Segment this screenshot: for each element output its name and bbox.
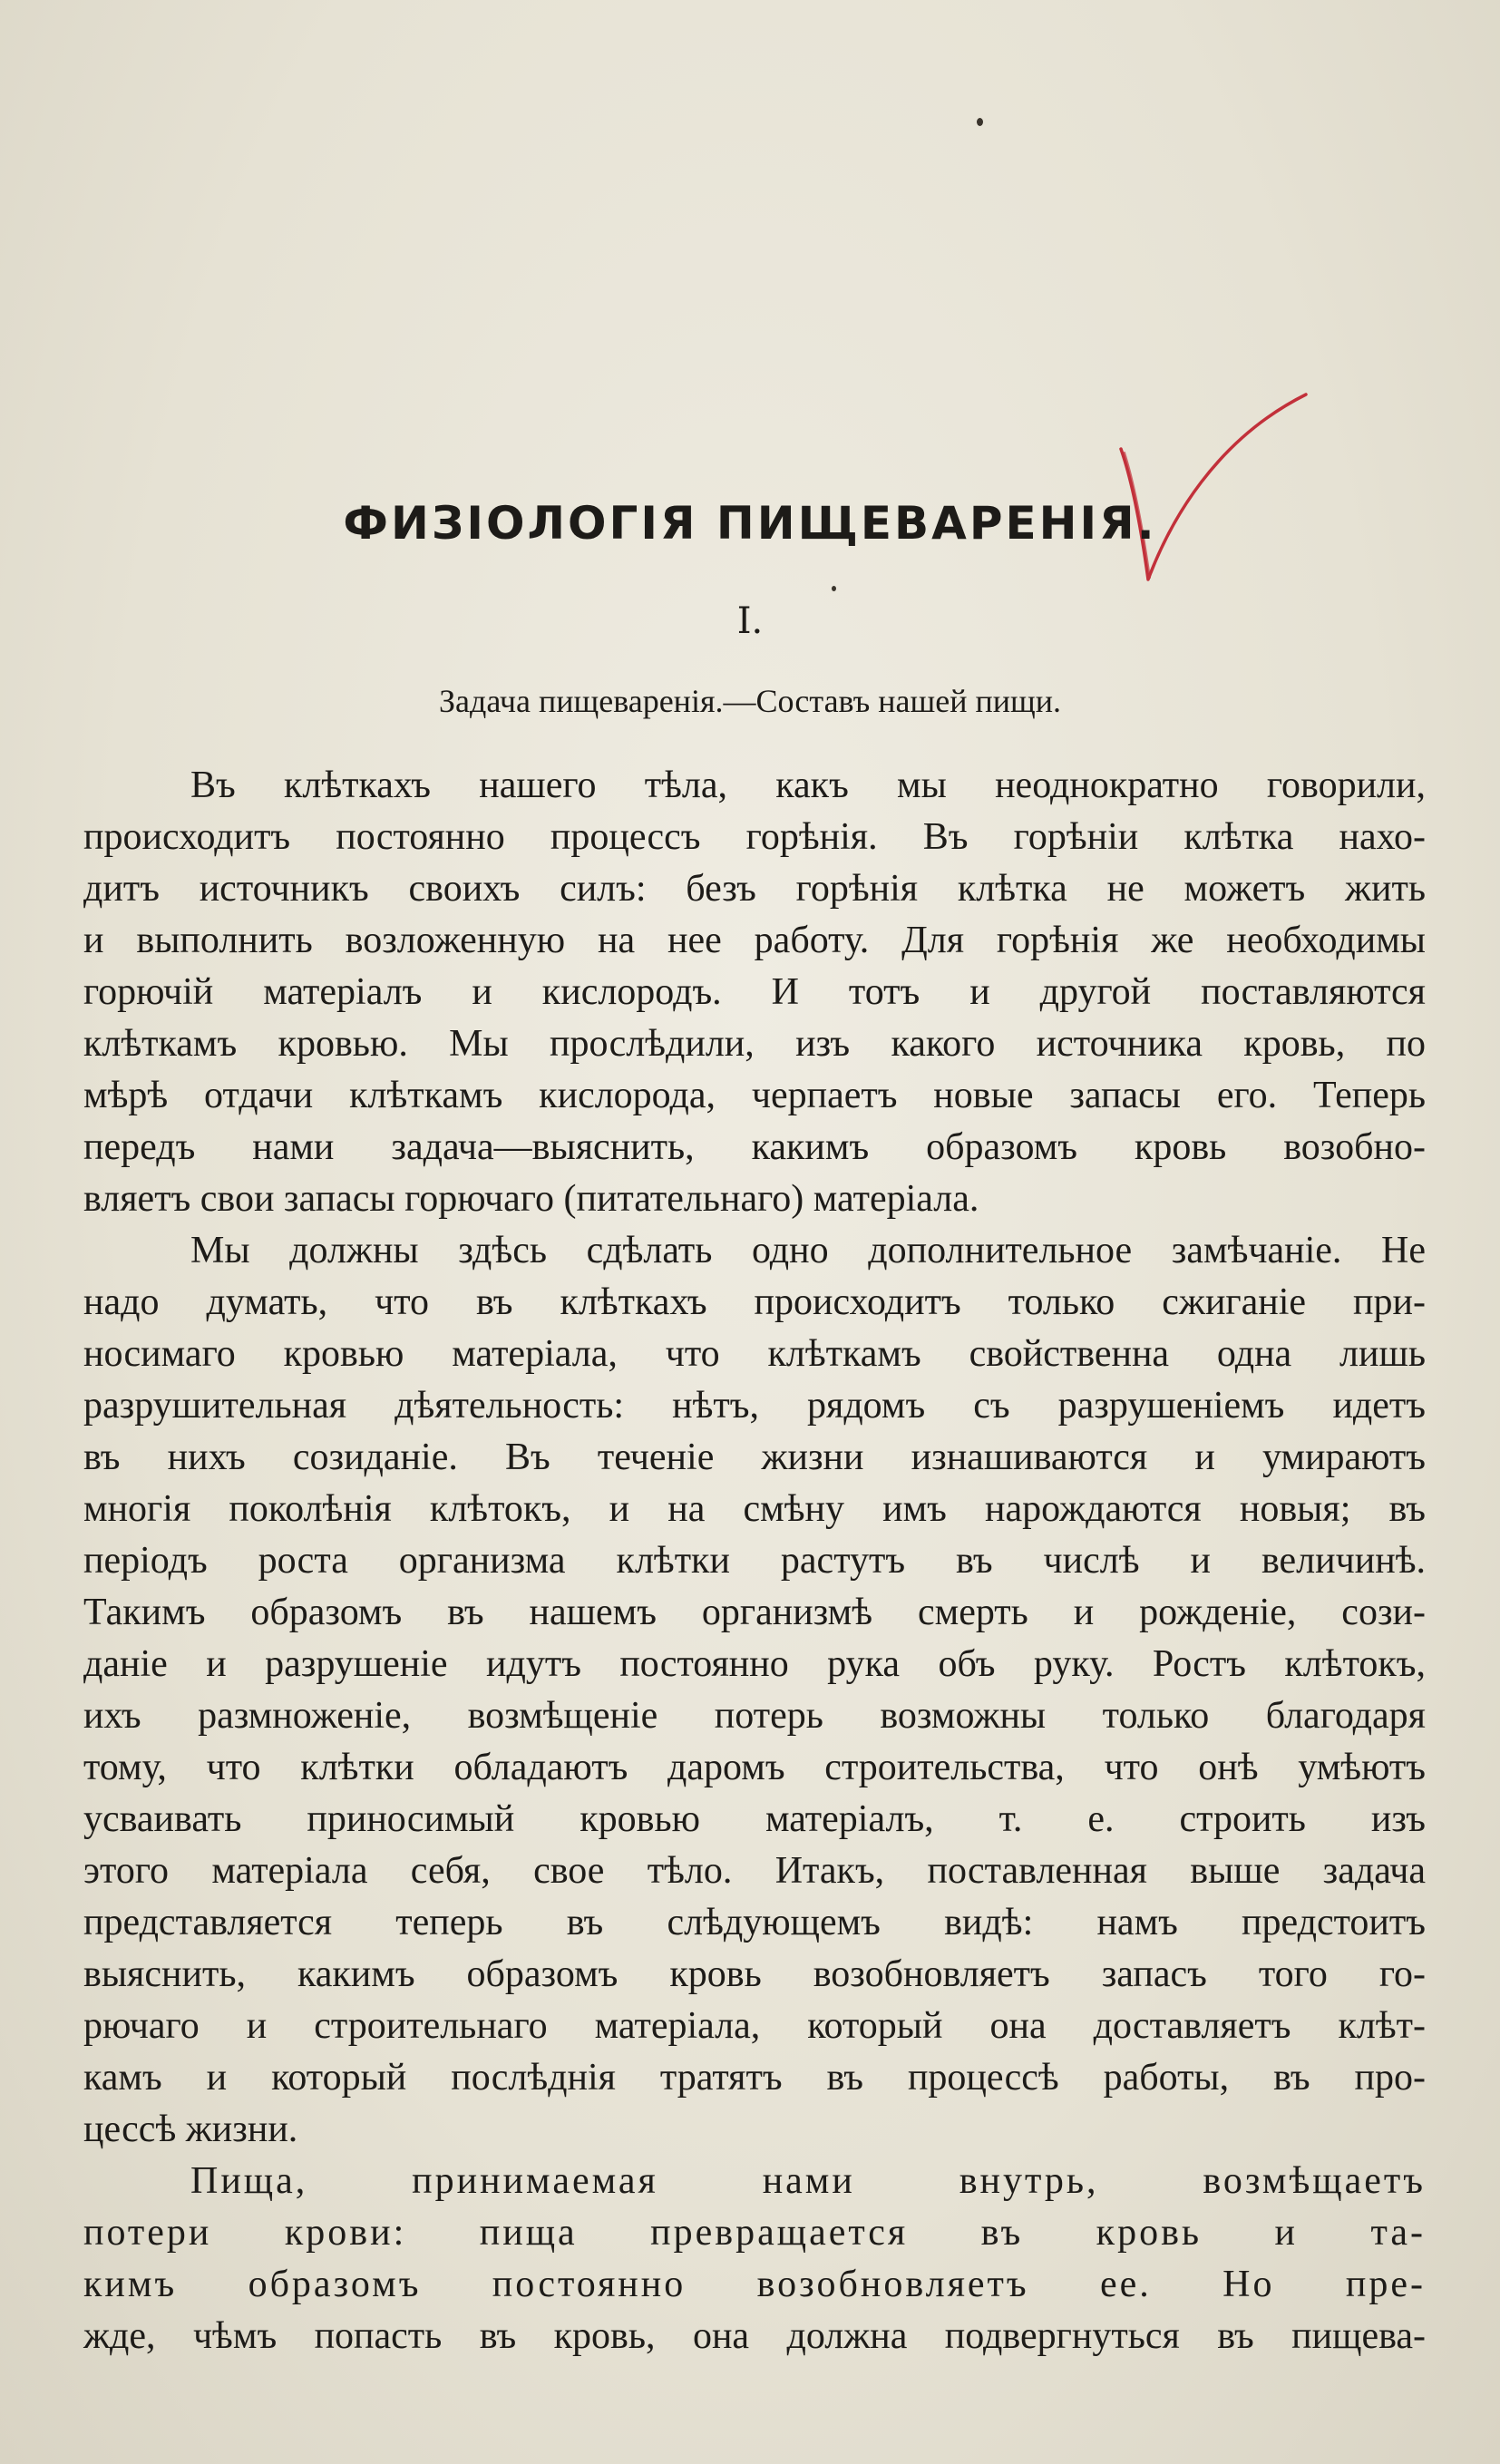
text-line: Въ клѣткахъ нашего тѣла, какъ мы неоднократно говорили, [190, 765, 1426, 806]
text-line: кимъ образомъ постоянно возобновляетъ ее. Но пре- [83, 2264, 1426, 2305]
text-line: Такимъ образомъ въ нашемъ организмѣ смерть и рожденіе, сози- [83, 1592, 1426, 1633]
text-line: передъ нами задача—выяснить, какимъ образомъ кровь возобно- [83, 1126, 1426, 1168]
text-line: и выполнить возложенную на нее работу. Для горѣнія же необходимы [83, 920, 1426, 961]
red-checkmark-icon [1115, 385, 1315, 594]
text-line: усваивать приносимый кровью матеріалъ, т. е. строить изъ [83, 1798, 1426, 1840]
text-line: жде, чѣмъ попасть въ кровь, она должна подвергнуться въ пищева- [83, 2315, 1426, 2357]
text-line: этого матеріала себя, свое тѣло. Итакъ, поставленная выше задача [83, 1850, 1426, 1892]
text-line: періодъ роста организма клѣтки растутъ въ числѣ и величинѣ. [83, 1540, 1426, 1582]
ink-speck [832, 586, 836, 591]
ink-speck [977, 118, 983, 126]
text-line: ихъ размноженіе, возмѣщеніе потерь возможны только благодаря [83, 1695, 1426, 1737]
chapter-number: I. [736, 600, 764, 642]
text-line: въ нихъ созиданіе. Въ теченіе жизни изнашиваются и умираютъ [83, 1437, 1426, 1478]
text-line: горючій матеріалъ и кислородъ. И тотъ и другой поставляются [83, 971, 1426, 1013]
text-line: рючаго и строительнаго матеріала, который она доставляетъ клѣт- [83, 2005, 1426, 2047]
section-heading: ФИЗІОЛОГІЯ ПИЩЕВАРЕНІЯ. [343, 497, 1157, 550]
text-line: Мы должны здѣсь сдѣлать одно дополнительное замѣчаніе. Не [190, 1230, 1426, 1271]
text-line: выяснить, какимъ образомъ кровь возобновляетъ запасъ того го- [83, 1953, 1426, 1995]
text-line: даніе и разрушеніе идутъ постоянно рука объ руку. Ростъ клѣтокъ, [83, 1643, 1426, 1685]
text-line: носимаго кровью матеріала, что клѣткамъ свойственна одна лишь [83, 1333, 1426, 1375]
text-line: мѣрѣ отдачи клѣткамъ кислорода, черпаетъ новые запасы его. Теперь [83, 1075, 1426, 1116]
text-line: многія поколѣнія клѣтокъ, и на смѣну имъ нарождаются новыя; въ [83, 1488, 1426, 1530]
text-line: потери крови: пища превращается въ кровь и та- [83, 2212, 1426, 2254]
body-text [83, 760, 1426, 2362]
text-line: клѣткамъ кровью. Мы прослѣдили, изъ какого источника кровь, по [83, 1023, 1426, 1065]
text-line: надо думать, что въ клѣткахъ происходитъ только сжиганіе при- [83, 1281, 1426, 1323]
text-line: дитъ источникъ своихъ силъ: безъ горѣнія клѣтка не можетъ жить [83, 868, 1426, 910]
text-line: камъ и который послѣднія тратятъ въ процессѣ работы, въ про- [83, 2057, 1426, 2099]
text-line: представляется теперь въ слѣдующемъ видѣ: намъ предстоитъ [83, 1902, 1426, 1943]
text-line: тому, что клѣтки обладаютъ даромъ строительства, что онѣ умѣютъ [83, 1747, 1426, 1788]
text-line: вляетъ свои запасы горючаго (питательнаго) матеріала. [83, 1178, 979, 1220]
text-line: Пища, принимаемая нами внутрь, возмѣщаетъ [190, 2160, 1426, 2202]
text-line: происходитъ постоянно процессъ горѣнія. Въ горѣніи клѣтка нахо- [83, 816, 1426, 858]
text-line: цессѣ жизни. [83, 2109, 298, 2150]
chapter-subtitle: Задача пищеваренія.—Составъ нашей пищи. [439, 683, 1061, 719]
text-line: разрушительная дѣятельность: нѣтъ, рядомъ съ разрушеніемъ идетъ [83, 1385, 1426, 1427]
